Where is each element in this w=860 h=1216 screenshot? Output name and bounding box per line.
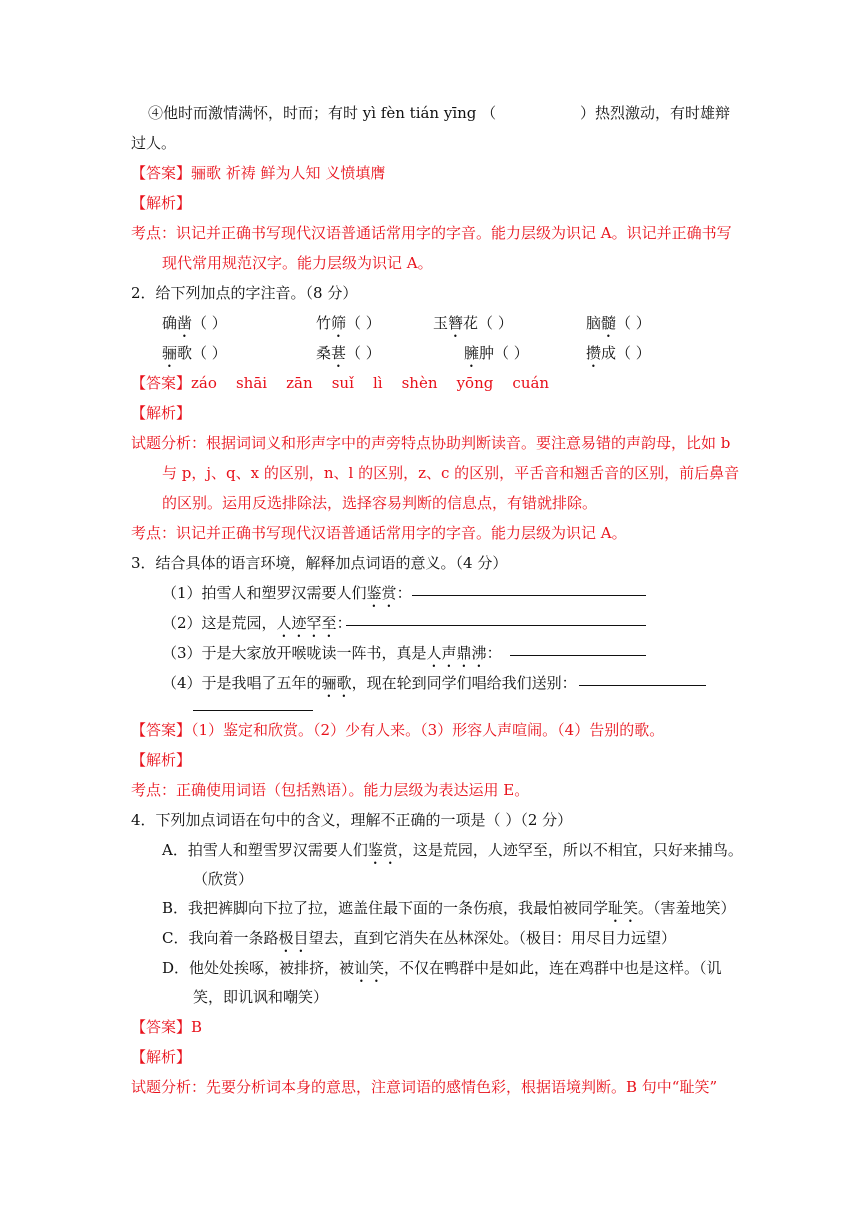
q2-point: 考点：识记并正确书写现代汉语普通话常用字的字音。能力层级为识记 A。 bbox=[131, 524, 627, 542]
q4-option-c: C．我向着一条路极目望去，直到它消失在丛林深处。（极目：用尽目力远望） bbox=[162, 929, 677, 947]
q3-answer-line1[interactable] bbox=[412, 595, 646, 596]
q2-row2-item1: 骊歌（ ） bbox=[162, 344, 227, 362]
q1-point-line1: 考点：识记并正确书写现代汉语普通话常用字的字音。能力层级为识记 A。识记并正确书写 bbox=[131, 224, 732, 242]
q3-sentence3: （3）于是大家放开喉咙读一阵书，真是人声鼎沸： bbox=[162, 644, 502, 662]
answer-label: 【答案】 bbox=[131, 164, 192, 182]
q3-point: 考点：正确使用词语（包括熟语）。能力层级为表达运用 E。 bbox=[131, 781, 530, 799]
q2-analysis-line3: 的区别。运用反选排除法，选择容易判断的信息点，有错就排除。 bbox=[162, 494, 598, 512]
q4-option-b: B．我把裤脚向下拉了拉，遮盖住最下面的一条伤痕，我最怕被同学耻笑。（害羞地笑） bbox=[162, 899, 736, 917]
q3-answer-line4a[interactable] bbox=[579, 685, 706, 686]
q2-analysis-label: 【解析】 bbox=[131, 404, 192, 422]
q2-title: 2．给下列加点的字注音。（8 分） bbox=[131, 284, 358, 302]
answer-text: （1）鉴定和欣赏。（2）少有人来。（3）形容人声喧闹。（4）告别的歌。 bbox=[191, 721, 665, 739]
answer-text: záo shāi zān suǐ lì shèn yōng cuán bbox=[191, 374, 550, 392]
q2-row1-item1: 确凿（ ） bbox=[162, 314, 227, 332]
q3-sentence4: （4）于是我唱了五年的骊歌，现在轮到同学们唱给我们送别： bbox=[162, 674, 577, 692]
q4-analysis-label: 【解析】 bbox=[131, 1048, 192, 1066]
q3-sentence2: （2）这是荒园，人迹罕至： bbox=[162, 614, 352, 632]
answer-label: 【答案】 bbox=[131, 721, 192, 739]
q4-option-a-cont: （欣赏） bbox=[193, 870, 254, 888]
q2-row1-item2: 竹筛（ ） bbox=[316, 314, 381, 332]
q1-item4-line1-end: ）热烈激动，有时雄辩 bbox=[580, 104, 731, 122]
q4-option-a: A．拍雪人和塑雪罗汉需要人们鉴赏，这是荒园，人迹罕至，所以不相宜，只好来捕鸟。 bbox=[162, 841, 743, 859]
q1-analysis-label: 【解析】 bbox=[131, 194, 192, 212]
q1-point-line2: 现代常用规范汉字。能力层级为识记 A。 bbox=[162, 254, 433, 272]
q3-analysis-label: 【解析】 bbox=[131, 751, 192, 769]
q2-row1-item4: 脑髓（ ） bbox=[586, 314, 651, 332]
q1-item4-line2: 过人。 bbox=[131, 134, 177, 152]
q2-row2-item4: 攒成（ ） bbox=[586, 344, 651, 362]
q3-answer bbox=[131, 720, 664, 740]
q3-sentence1: （1）拍雪人和塑罗汉需要人们鉴赏： bbox=[162, 584, 412, 602]
q3-answer-line3[interactable] bbox=[510, 655, 646, 656]
q2-row2-item2: 桑葚（ ） bbox=[316, 344, 381, 362]
q2-analysis-line1: 试题分析：根据词词义和形声字中的声旁特点协助判断读音。要注意易错的声韵母，比如 b bbox=[131, 434, 731, 452]
answer-label: 【答案】 bbox=[131, 374, 192, 392]
q4-answer bbox=[131, 1017, 202, 1037]
q2-row1-item3: 玉簪花（ ） bbox=[433, 314, 513, 332]
q4-title: 4．下列加点词语在句中的含义，理解不正确的一项是（ ）（2 分） bbox=[131, 811, 573, 829]
q3-title: 3．结合具体的语言环境，解释加点词语的意义。（4 分） bbox=[131, 554, 508, 572]
answer-text: B bbox=[191, 1018, 203, 1036]
q1-item4-line1 bbox=[148, 103, 496, 123]
q2-analysis-line2: 与 p，j、q、x 的区别，n、l 的区别，z、c 的区别，平舌音和翘舌音的区别，前后鼻音 bbox=[162, 464, 740, 482]
q2-answer bbox=[131, 373, 549, 393]
q1-answer bbox=[131, 163, 385, 183]
q3-answer-line4b[interactable] bbox=[193, 710, 313, 711]
q4-option-d-cont: 笑，即讥讽和嘲笑） bbox=[193, 988, 329, 1006]
q4-option-d: D．他处处挨啄，被排挤，被讪笑，不仅在鸭群中是如此，连在鸡群中也是这样。（讥 bbox=[162, 959, 722, 977]
answer-text: 骊歌 祈祷 鲜为人知 义愤填膺 bbox=[191, 164, 386, 182]
q1-item4-text: ④他时而激情满怀，时而；有时 yì fèn tián yīng （ bbox=[148, 104, 497, 122]
q3-answer-line2[interactable] bbox=[346, 625, 646, 626]
q4-analysis-line1: 试题分析：先要分析词本身的意思，注意词语的感情色彩，根据语境判断。B 句中“耻笑” bbox=[131, 1078, 718, 1096]
answer-label: 【答案】 bbox=[131, 1018, 192, 1036]
q2-row2-item3: 臃肿（ ） bbox=[464, 344, 529, 362]
